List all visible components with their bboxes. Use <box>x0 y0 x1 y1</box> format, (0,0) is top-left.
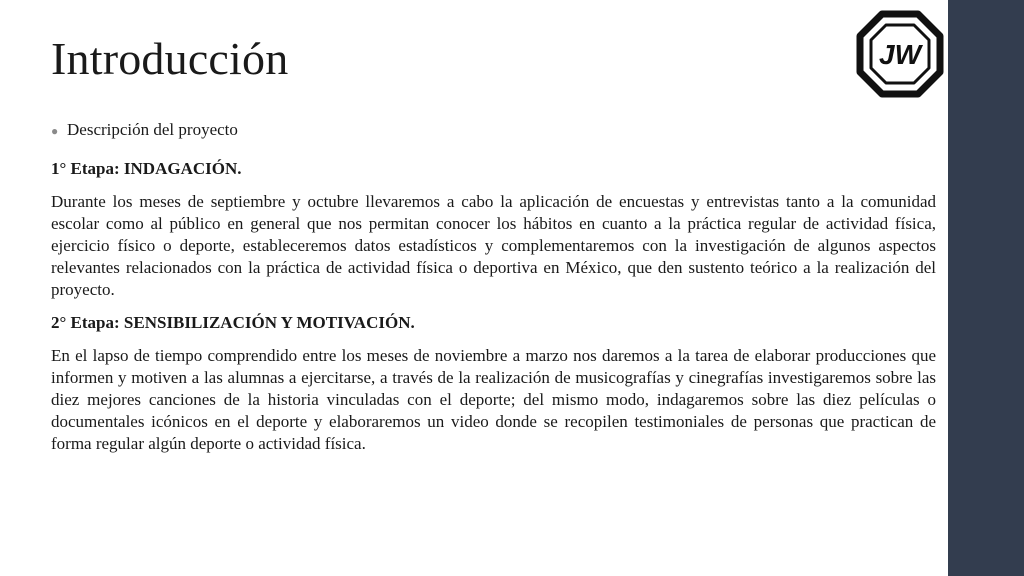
slide-body <box>51 119 936 466</box>
decorative-side-bar <box>948 0 1024 576</box>
stage-2-paragraph: En el lapso de tiempo comprendido entre los meses de noviembre a marzo nos daremos a la tarea de elaborar producciones que informen y motiven a las alumnas a ejercitarse, a través de la realización de musicografías y cinegrafías investigaremos sobre las diez mejores canciones de la historia vinculadas con el deporte; del mismo modo, indagaremos sobre las diez películas o documentales icónicos en el deporte y elaboraremos un video donde se recopilen testimoniales de personas que practican de forma regular algún deporte o actividad física. <box>51 346 936 453</box>
stage-1-paragraph: Durante los meses de septiembre y octubre llevaremos a cabo la aplicación de encuestas y entrevistas tanto a la comunidad escolar como al público en general que nos permitan conocer los hábitos en cuanto a la práctica regular de actividad física, ejercicio físico o deporte, estableceremos datos estadísticos y complementaremos con la investigación de algunos aspectos relevantes relacionados con la práctica de actividad física o deportiva en México, que den sustento teórico a la realización del proyecto. <box>51 192 936 299</box>
jw-logo-icon <box>856 10 944 98</box>
project-description-bullet <box>51 119 936 142</box>
logo-monogram: JW <box>879 39 921 70</box>
bullet-text: Descripción del proyecto <box>67 120 238 139</box>
jw-logo-graphic <box>856 10 944 98</box>
slide-title: Introducción <box>51 33 289 84</box>
stage-2-heading: 2° Etapa: SENSIBILIZACIÓN Y MOTIVACIÓN. <box>51 313 415 332</box>
stage-1-heading: 1° Etapa: INDAGACIÓN. <box>51 159 242 178</box>
bullet-dot-icon: ● <box>51 124 59 138</box>
